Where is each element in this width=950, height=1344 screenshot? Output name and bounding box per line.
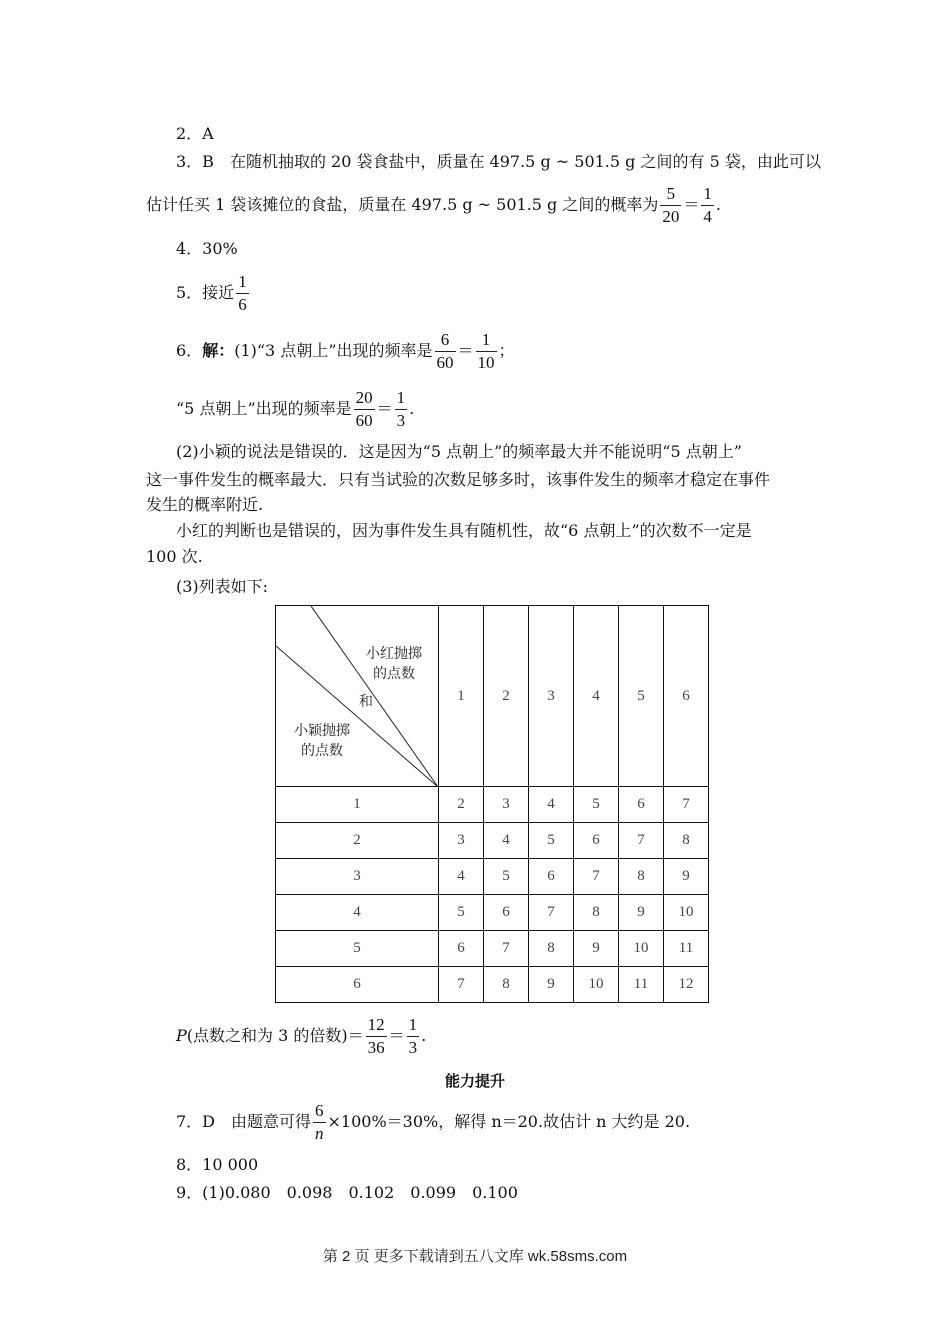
answer-2: 2．A xyxy=(176,124,214,143)
table-row xyxy=(276,931,709,967)
answer-3-line1: 3．B 在随机抽取的 20 袋食盐中，质量在 497.5 g ~ 501.5 g 之间的有 5 袋，由此可以 xyxy=(176,152,821,171)
answer-6-line2: “5 点朝上”出现的频率是 $\frac{20}{60}$ ＝ $\frac{1}{3}$ . xyxy=(176,388,415,430)
answer-6-line1: 6．解：(1)“3 点朝上”出现的频率是 $\frac{6}{60}$ ＝ $\frac{1}{10}$ ； xyxy=(176,330,515,372)
probability-line: P(点数之和为 3 的倍数)＝ $\frac{12}{36}$ ＝ $\frac{1}{3}$ . xyxy=(176,1015,427,1057)
fraction: $\frac{6}{n}$ xyxy=(315,1101,324,1143)
table-row xyxy=(276,895,709,931)
column-header: 1 xyxy=(439,606,484,787)
table-cell: 5 xyxy=(574,787,619,823)
fraction: $\frac{1}{10}$ xyxy=(477,330,495,372)
table-corner-cell xyxy=(276,606,439,787)
corner-label-bottom: 小颖抛掷 的点数 xyxy=(294,723,350,759)
fraction: $\frac{12}{36}$ xyxy=(367,1015,385,1057)
section-heading: 能力提升 xyxy=(444,1072,505,1090)
table-cell: 10 xyxy=(664,895,709,931)
fraction: $\frac{1}{3}$ xyxy=(396,388,406,430)
row-label: 2 xyxy=(276,823,439,859)
answer-6-part3-line2: 100 次. xyxy=(146,547,203,566)
table-cell: 8 xyxy=(484,967,529,1003)
fraction: $\frac{1}{6}$ xyxy=(238,272,247,314)
table-cell: 7 xyxy=(664,787,709,823)
table-cell: 8 xyxy=(574,895,619,931)
answer-5 xyxy=(176,272,251,315)
answer-6-part4: (3)列表如下: xyxy=(176,577,269,596)
table-cell: 11 xyxy=(664,931,709,967)
answer-6-number: 6． xyxy=(176,341,203,360)
row-label: 1 xyxy=(276,787,439,823)
column-header: 2 xyxy=(484,606,529,787)
fraction: $\frac{1}{3}$ xyxy=(408,1015,418,1057)
answer-6-part2-line3: 发生的概率附近. xyxy=(146,495,264,514)
row-label: 4 xyxy=(276,895,439,931)
table-cell: 8 xyxy=(664,823,709,859)
table-cell: 4 xyxy=(484,823,529,859)
table-cell: 7 xyxy=(484,931,529,967)
table-row xyxy=(276,859,709,895)
answer-8: 8．10 000 xyxy=(176,1155,259,1174)
table-cell: 6 xyxy=(574,823,619,859)
column-header: 5 xyxy=(619,606,664,787)
table-cell: 3 xyxy=(439,823,484,859)
table-cell: 6 xyxy=(484,895,529,931)
table-cell: 6 xyxy=(619,787,664,823)
answer-7-text: 7．D 由题意可得 xyxy=(176,1112,312,1131)
row-label: 5 xyxy=(276,931,439,967)
table-cell: 5 xyxy=(439,895,484,931)
answer-5-text: 5．接近 xyxy=(176,283,235,302)
table-cell: 3 xyxy=(484,787,529,823)
table-cell: 7 xyxy=(619,823,664,859)
fraction: $\frac{5}{20}$ xyxy=(662,184,680,226)
answer-4: 4．30% xyxy=(176,239,238,258)
table-cell: 7 xyxy=(439,967,484,1003)
table-row xyxy=(276,823,709,859)
table-cell: 9 xyxy=(529,967,574,1003)
answer-6-text: “5 点朝上”出现的频率是 xyxy=(176,399,352,418)
table-cell: 11 xyxy=(619,967,664,1003)
answer-9: 9．(1)0.080 0.098 0.102 0.099 0.100 xyxy=(176,1183,518,1202)
answer-6-part2-line2: 这一事件发生的概率最大．只有当试验的次数足够多时，该事件发生的频率才稳定在事件 xyxy=(146,470,771,489)
table-cell: 9 xyxy=(574,931,619,967)
table-cell: 6 xyxy=(439,931,484,967)
table-cell: 5 xyxy=(529,823,574,859)
table-cell: 8 xyxy=(619,859,664,895)
table-cell: 6 xyxy=(529,859,574,895)
fraction: $\frac{6}{60}$ xyxy=(436,330,454,372)
table-cell: 9 xyxy=(664,859,709,895)
corner-label-mid: 和 xyxy=(359,694,373,710)
table-cell: 2 xyxy=(439,787,484,823)
page-footer: 第 2 页 更多下载请到五八文库 wk.58sms.com xyxy=(322,1248,628,1265)
table-row xyxy=(276,967,709,1003)
answer-6-part2-line1: (2)小颖的说法是错误的．这是因为“5 点朝上”的频率最大并不能说明“5 点朝上” xyxy=(176,442,742,461)
table-cell: 8 xyxy=(529,931,574,967)
corner-label-top: 小红抛掷 的点数 xyxy=(366,646,422,682)
table-cell: 4 xyxy=(439,859,484,895)
fraction: $\frac{20}{60}$ xyxy=(355,388,373,430)
probability-text: (点数之和为 3 的倍数)＝ xyxy=(186,1026,364,1045)
answer-6-text: (1)“3 点朝上”出现的频率是 xyxy=(234,341,433,360)
answer-7 xyxy=(176,1101,690,1144)
answer-6-part3-line1: 小红的判断也是错误的，因为事件发生具有随机性，故“6 点朝上”的次数不一定是 xyxy=(176,521,752,540)
table-cell: 12 xyxy=(664,967,709,1003)
table-cell: 9 xyxy=(619,895,664,931)
table-cell: 10 xyxy=(619,931,664,967)
answer-7-rest: ×100%＝30%，解得 n＝20.故估计 n 大约是 20. xyxy=(327,1112,691,1131)
column-header: 4 xyxy=(574,606,619,787)
table-cell: 7 xyxy=(529,895,574,931)
table-cell: 5 xyxy=(484,859,529,895)
probability-p: P xyxy=(176,1026,187,1045)
table-row xyxy=(276,787,709,823)
answer-3-text: 估计任买 1 袋该摊位的食盐，质量在 497.5 g ~ 501.5 g 之间的概率为 xyxy=(146,195,659,214)
answer-6-jie: 解： xyxy=(202,341,235,360)
column-header: 6 xyxy=(664,606,709,787)
row-label: 3 xyxy=(276,859,439,895)
column-header: 3 xyxy=(529,606,574,787)
table-cell: 4 xyxy=(529,787,574,823)
table-cell: 10 xyxy=(574,967,619,1003)
table-cell: 7 xyxy=(574,859,619,895)
fraction: $\frac{1}{4}$ xyxy=(703,184,712,226)
dice-sum-table xyxy=(275,605,709,1003)
row-label: 6 xyxy=(276,967,439,1003)
answer-3-line2: 估计任买 1 袋该摊位的食盐，质量在 497.5 g ~ 501.5 g 之间的概率为 $\frac{5}{20}$ ＝ $\frac{1}{4}$ . xyxy=(146,184,721,226)
